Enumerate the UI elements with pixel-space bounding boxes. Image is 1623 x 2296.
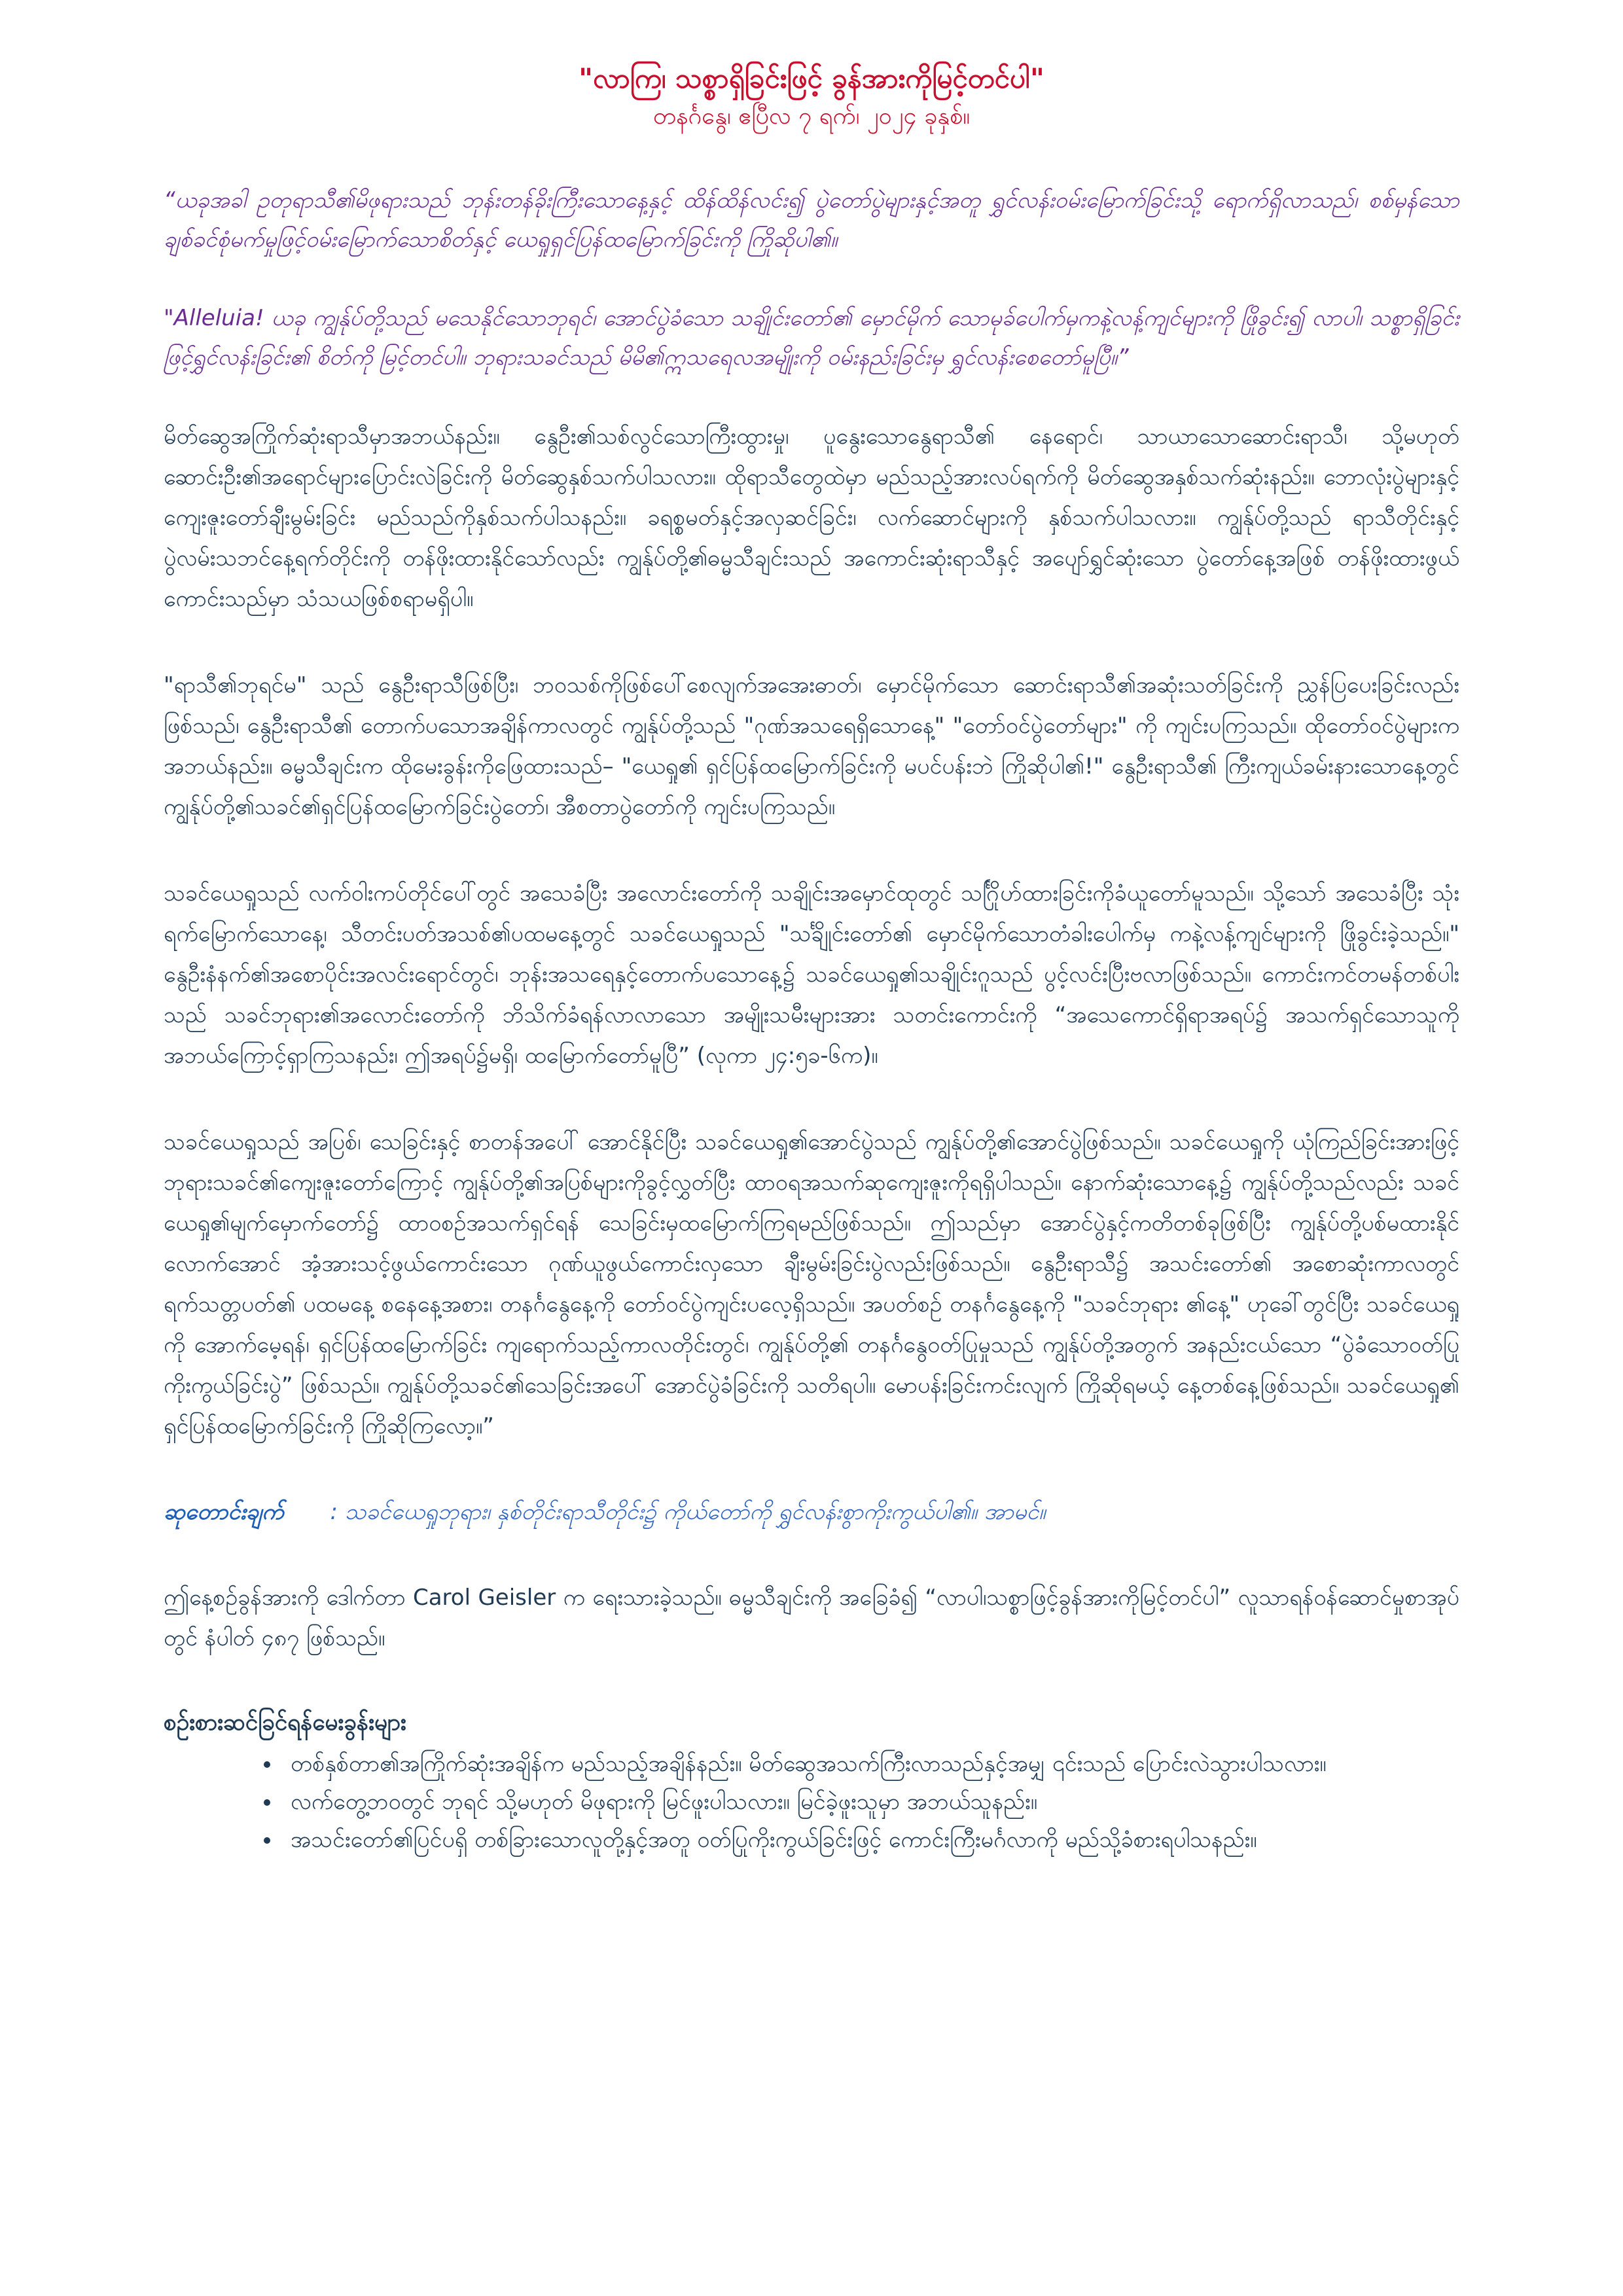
devotional-title: "လာကြ၊ သစ္စာရှိခြင်းဖြင့် ခွန်အားကိုမြင့်တင်ပါ" [579,62,1044,94]
reflection-questions [164,1704,1459,1859]
questions-heading: စဉ်းစားဆင်ခြင်ရန်မေးခွန်းများ [164,1710,406,1736]
prayer-text: : သခင်ယေရှုဘုရား၊ နှစ်တိုင်းရာသီတိုင်း၌ ကိုယ်တော်ကို ရွှင်လန်းစွာကိုးကွယ်ပါ၏။ အာမင်။ [330,1499,1046,1525]
body-paragraph-1: မိတ်ဆွေအကြိုက်ဆုံးရာသီမှာအဘယ်နည်း။ နွေဦး၏သစ်လွင်သောကြီးထွားမှု၊ ပူနွေးသောနွေရာသီ၏ နေရောင်၊ သာယာသောဆောင်းရာသီ၊ သို့မဟုတ် ဆောင်းဦး၏အရောင်များပြောင်းလဲခြင်းကို မိတ်ဆွေနှစ်သက်ပါသလား။ ထိုရာသီတွေထဲမှာ မည်သည့်အားလပ်ရက်ကို မိတ်ဆွေအနှစ်သက်ဆုံးနည်း။ ဘောလုံးပွဲများနှင့် ကျေးဇူးတော်ချီးမွမ်းခြင်း မည်သည်ကိုနှစ်သက်ပါသနည်း။ ခရစ္စမတ်နှင့်အလှဆင်ခြင်း၊ လက်ဆောင်များကို နှစ်သက်ပါသလား။ ကျွန်ုပ်တို့သည် ရာသီတိုင်းနှင့် ပွဲလမ်းသဘင်နေ့ရက်တိုင်းကို တန်ဖိုးထားနိုင်သော်လည်း ကျွန်ုပ်တို့၏ဓမ္မသီချင်းသည် အကောင်းဆုံးရာသီနှင့် အပျော်ရွှင်ဆုံးသော ပွဲတော်နေ့အဖြစ် တန်ဖိုးထားဖွယ်ကောင်းသည်မှာ သံသယဖြစ်စရာမရှိပါ။ [164,423,1459,612]
questions-list [164,1745,1459,1859]
question-item-2: • လက်တွေ့ဘဝတွင် ဘုရင် သို့မဟုတ် မိဖုရားကို မြင်ဖူးပါသလား။ မြင်ခဲ့ဖူးသူမှာ အဘယ်သူနည်း။ [281,1783,1459,1821]
question-item-3: • အသင်းတော်၏ပြင်ပရှိ တစ်ခြားသောလူတို့နှင့်အတူ ဝတ်ပြုကိုးကွယ်ခြင်းဖြင့် ကောင်းကြီးမင်္ဂလာကို မည်သို့ခံစားရပါသနည်း။ [281,1821,1459,1859]
prayer-label: ဆုတောင်းချက် [164,1499,284,1525]
body-paragraph-2: "ရာသီ၏ဘုရင်မ" သည် နွေဦးရာသီဖြစ်ပြီး၊ ဘဝသစ်ကိုဖြစ်ပေါ်စေလျက်အအေးဓာတ်၊ မှောင်မိုက်သော ဆောင်းရာသီ၏အဆုံးသတ်ခြင်းကို ညွှန်ပြပေးခြင်းလည်းဖြစ်သည်၊ နွေဦးရာသီ၏ တောက်ပသောအချိန်ကာလတွင် ကျွန်ုပ်တို့သည် "ဂုဏ်အသရေရှိသောနေ့" "တော်ဝင်ပွဲတော်များ" ကို ကျင်းပကြသည်။ ထိုတော်ဝင်ပွဲများက အဘယ်နည်း။ ဓမ္မသီချင်းက ထိုမေးခွန်းကိုဖြေထားသည်– "ယေရှု၏ ရှင်ပြန်ထမြောက်ခြင်းကို မပင်ပန်းဘဲ ကြိုဆိုပါ၏!" နွေဦးရာသီ၏ ကြီးကျယ်ခမ်းနားသောနေ့တွင် ကျွန်ုပ်တို့၏သခင်၏ရှင်ပြန်ထမြောက်ခြင်းပွဲတော်၊ အီစတာပွဲတော်ကို ကျင်းပကြသည်။ [164,672,1459,820]
devotional-date: တနင်္ဂနွေ၊ ဧပြီလ ၇ ရက်၊ ၂၀၂၄ ခုနှစ်။ [652,103,971,130]
body-paragraph-3: သခင်ယေရှုသည် လက်ဝါးကပ်တိုင်ပေါ်တွင် အသေခံပြီး အလောင်းတော်ကို သချိုင်းအမှောင်ထုတွင် သင်္ဂြိုဟ်ထားခြင်းကိုခံယူတော်မူသည်။ သို့သော် အသေခံပြီး သုံးရက်မြောက်သောနေ့၊ သီတင်းပတ်အသစ်၏ပထမနေ့တွင် သခင်ယေရှုသည် "သင်္ချိုင်းတော်၏ မှောင်မိုက်သောတံခါးပေါက်မှ ကနဲ့လန့်ကျင်များကို ဖြိုခွင်းခဲ့သည်။" နွေဦးနံနက်၏အစောပိုင်းအလင်းရောင်တွင်၊ ဘုန်းအသရေနှင့်တောက်ပသောနေ့၌ သခင်ယေရှု၏သချိုင်းဂူသည် ပွင့်လင်းပြီးဗလာဖြစ်သည်။ ကောင်းကင်တမန်တစ်ပါးသည် သခင်ဘုရား၏အလောင်းတော်ကို ဘိသိက်ခံရန်လာလာသော အမျိုးသမီးများအား သတင်းကောင်းကို “အသေကောင်ရှိရာအရပ်၌ အသက်ရှင်သောသူကို အဘယ်ကြောင့်ရှာကြသနည်း၊ ဤအရပ်၌မရှိ၊ ထမြောက်တော်မူပြီ” (လုကာ ၂၄:၅ခ-၆က)။ [164,880,1459,1069]
hymn-quote-1: “ယခုအခါ ဥတုရာသီ၏မိဖုရားသည် ဘုန်းတန်ခိုးကြီးသောနေ့နှင့် ထိန်ထိန်လင်း၍ ပွဲတော်ပွဲများနှင့်အတူ ရွှင်လန်းဝမ်းမြောက်ခြင်းသို့ ရောက်ရှိလာသည်၊ စစ်မှန်သောချစ်ခင်စုံမက်မှုဖြင့်ဝမ်းမြောက်သောစိတ်နှင့် ယေရှုရှင်ပြန်ထမြောက်ခြင်းကို ကြိုဆိုပါ၏။ [164,187,1459,253]
devotional-page [164,59,1459,1859]
body-paragraph-4: သခင်ယေရှုသည် အပြစ်၊ သေခြင်းနှင့် စာတန်အပေါ် အောင်နိုင်ပြီး သခင်ယေရှု၏အောင်ပွဲသည် ကျွန်ုပ်တို့၏အောင်ပွဲဖြစ်သည်။ သခင်ယေရှုကို ယုံကြည်ခြင်းအားဖြင့် ဘုရားသခင်၏ကျေးဇူးတော်ကြောင့် ကျွန်ုပ်တို့၏အပြစ်များကိုခွင့်လွှတ်ပြီး ထာဝရအသက်ဆုကျေးဇူးကိုရရှိပါသည်။ နောက်ဆုံးသောနေ့၌ ကျွန်ုပ်တို့သည်လည်း သခင်ယေရှု၏မျက်မှောက်တော်၌ ထာဝစဉ်အသက်ရှင်ရန် သေခြင်းမှထမြောက်ကြရမည်ဖြစ်သည်။ ဤသည်မှာ အောင်ပွဲနှင့်ကတိတစ်ခုဖြစ်ပြီး ကျွန်ုပ်တို့ပစ်မထားနိုင်လောက်အောင် အံ့အားသင့်ဖွယ်ကောင်းသော ဂုဏ်ယူဖွယ်ကောင်းလှသော ချီးမွမ်းခြင်းပွဲလည်းဖြစ်သည်။ နွေဦးရာသီ၌ အသင်းတော်၏ အစောဆုံးကာလတွင် ရက်သတ္တပတ်၏ ပထမနေ့ စနေနေ့အစား၊ တနင်္ဂနွေနေ့ကို တော်ဝင်ပွဲကျင်းပလေ့ရှိသည်။ အပတ်စဉ် တနင်္ဂနွေနေ့ကို "သခင်ဘုရား ၏နေ့" ဟုခေါ်တွင်ပြီး သခင်ယေရှုကို အောက်မေ့ရန်၊ ရှင်ပြန်ထမြောက်ခြင်း ကျရောက်သည့်ကာလတိုင်းတွင်၊ ကျွန်ုပ်တို့၏ တနင်္ဂနွေဝတ်ပြုမှုသည် ကျွန်ုပ်တို့အတွက် အနည်းငယ်သော “ပွဲခံသောဝတ်ပြုကိုးကွယ်ခြင်းပွဲ” ဖြစ်သည်။ ကျွန်ုပ်တို့သခင်၏သေခြင်းအပေါ် အောင်ပွဲခံခြင်းကို သတိရပါ။ မောပန်းခြင်းကင်းလျက် ကြိုဆိုရမယ့် နေ့တစ်နေ့ဖြစ်သည်။ သခင်ယေရှု၏ ရှင်ပြန်ထမြောက်ခြင်းကို ကြိုဆိုကြလော့။” [164,1129,1459,1439]
prayer [164,1492,1459,1532]
question-item-1: • တစ်နှစ်တာ၏အကြိုက်ဆုံးအချိန်က မည်သည့်အချိန်နည်း။ မိတ်ဆွေအသက်ကြီးလာသည်နှင့်အမျှ ၎င်းသည် ပြောင်းလဲသွားပါသလား။ [281,1745,1459,1783]
hymn-quote-2: "Alleluia! ယခု ကျွန်ုပ်တို့သည် မသေနိုင်သောဘုရင်၊ အောင်ပွဲခံသော သချိုင်းတော်၏ မှောင်မိုက် သောမုခ်ပေါက်မှကနဲ့လန့်ကျင်များကို ဖြိုခွင်း၍ လာပါ၊ သစ္စာရှိခြင်းဖြင့်ရွှင်လန်းခြင်း၏ စိတ်ကို မြင့်တင်ပါ။ ဘုရားသခင်သည် မိမိ၏ဣသရေလအမျိုးကို ဝမ်းနည်းခြင်းမှ ရွှင်လန်းစေတော်မူပြီ။” [164,305,1459,370]
author-credit: ဤနေ့စဉ်ခွန်အားကို ဒေါက်တာ Carol Geisler က ရေးသားခဲ့သည်။ ဓမ္မသီချင်းကို အခြေခံ၍ “လာပါ၊သစ္စာဖြင့်ခွန်အားကိုမြင့်တင်ပါ” လူသာရန်ဝန်ဆောင်မှုစာအုပ်တွင် နံပါတ် ၄၈၇ ဖြစ်သည်။ [164,1585,1459,1651]
